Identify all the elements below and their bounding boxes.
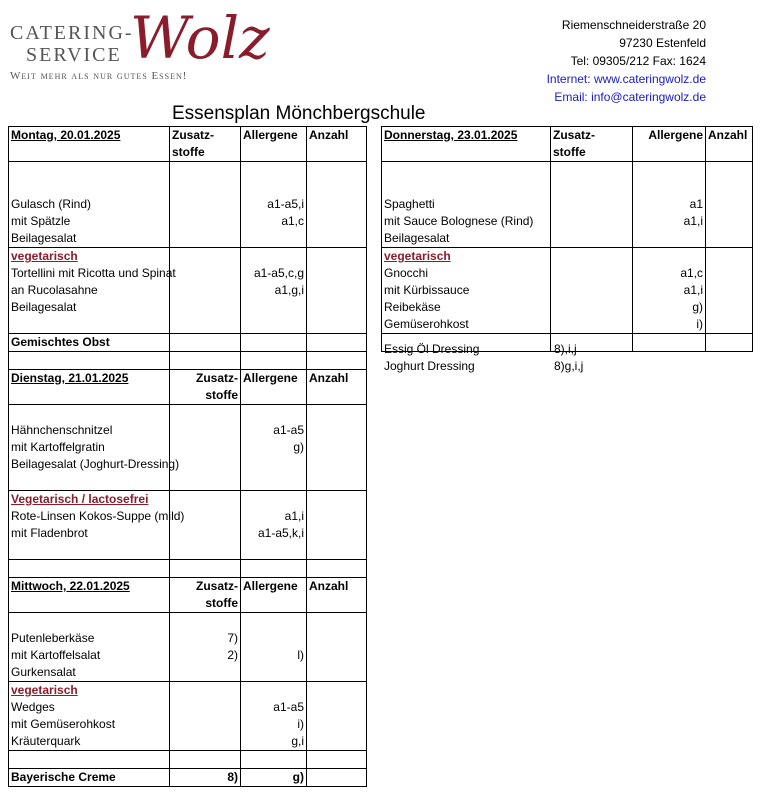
monday-veg-3: Beilagesalat bbox=[9, 299, 170, 316]
wednesday-veg-3: Kräuterquark bbox=[9, 733, 170, 751]
thursday-day-header: Donnerstag, 23.01.2025 bbox=[382, 127, 551, 145]
tuesday-meal-2: mit Kartoffelgratin bbox=[9, 439, 170, 456]
logo-tagline: Weit mehr als nur gutes Essen! bbox=[10, 70, 188, 82]
wednesday-zusatz-2: 2) bbox=[170, 647, 241, 664]
tuesday-allergene-1: a1-a5 bbox=[241, 422, 307, 439]
company-address bbox=[547, 16, 706, 106]
thursday-veg-allergene-3: g) bbox=[633, 299, 706, 316]
dressing-item bbox=[384, 358, 644, 375]
monday-veg-allergene-1: a1-a5,c,g bbox=[241, 265, 307, 282]
tuesday-veg-header: Vegetarisch / lactosefrei bbox=[9, 491, 170, 509]
monday-day-header: Montag, 20.01.2025 bbox=[9, 127, 170, 145]
logo-script: Wolz bbox=[130, 4, 270, 72]
dressing-name: Joghurt Dressing bbox=[384, 359, 475, 373]
thursday-veg-1: Gnocchi bbox=[382, 265, 551, 282]
thursday-veg-header: vegetarisch bbox=[382, 248, 551, 266]
wednesday-extra: Bayerische Creme bbox=[9, 769, 170, 787]
thursday-allergene-2: a1,i bbox=[633, 213, 706, 230]
tuesday-veg-allergene-2: a1-a5,k,i bbox=[241, 525, 307, 542]
wednesday-veg-allergene-2: i) bbox=[241, 716, 307, 733]
col-zusatz-2: stoffe bbox=[170, 595, 241, 613]
wednesday-meal-2: mit Kartoffelsalat bbox=[9, 647, 170, 664]
wednesday-veg-1: Wedges bbox=[9, 699, 170, 716]
thursday-meal-2: mit Sauce Bolognese (Rind) bbox=[382, 213, 551, 230]
wednesday-allergene-2: l) bbox=[241, 647, 307, 664]
tuesday-veg-allergene-1: a1,i bbox=[241, 508, 307, 525]
dressing-code: 8)g,i,j bbox=[554, 359, 584, 373]
thursday-meal-3: Beilagesalat bbox=[382, 230, 551, 248]
col-allergene: Allergene bbox=[241, 370, 307, 388]
monday-meal-1: Gulasch (Rind) bbox=[9, 196, 170, 213]
monday-meal-3: Beilagesalat bbox=[9, 230, 170, 248]
address-city: 97230 Estenfeld bbox=[619, 36, 706, 50]
thursday-meal-1: Spaghetti bbox=[382, 196, 551, 213]
thursday-veg-3: Reibekäse bbox=[382, 299, 551, 316]
wednesday-meal-1: Putenleberkäse bbox=[9, 630, 170, 647]
logo-line-1: CATERING- bbox=[10, 22, 134, 44]
menu-table-left bbox=[8, 126, 367, 787]
tuesday-veg-1: Rote-Linsen Kokos-Suppe (mild) bbox=[9, 508, 170, 525]
col-zusatz-2: stoffe bbox=[170, 387, 241, 405]
email-link[interactable]: info@cateringwolz.de bbox=[591, 90, 706, 104]
monday-extra: Gemischtes Obst bbox=[9, 334, 170, 352]
col-allergene: Allergene bbox=[633, 127, 706, 145]
col-anzahl: Anzahl bbox=[706, 127, 753, 145]
wednesday-veg-2: mit Gemüserohkost bbox=[9, 716, 170, 733]
dressing-code: 8),i,j bbox=[554, 342, 577, 356]
col-zusatz-2: stoffe bbox=[551, 144, 633, 162]
tuesday-day-header: Dienstag, 21.01.2025 bbox=[9, 370, 170, 388]
monday-veg-header: vegetarisch bbox=[9, 248, 170, 266]
monday-meal-2: mit Spätzle bbox=[9, 213, 170, 230]
wednesday-zusatz-1: 7) bbox=[170, 630, 241, 647]
dressing-item bbox=[384, 341, 644, 358]
col-zusatz-2: stoffe bbox=[170, 144, 241, 162]
thursday-veg-allergene-2: a1,i bbox=[633, 282, 706, 299]
monday-veg-1: Tortellini mit Ricotta und Spinat bbox=[9, 265, 170, 282]
thursday-allergene-1: a1 bbox=[633, 196, 706, 213]
thursday-veg-4: Gemüserohkost bbox=[382, 316, 551, 334]
tuesday-allergene-2: g) bbox=[241, 439, 307, 456]
wednesday-extra-allergene: g) bbox=[241, 769, 307, 787]
thursday-veg-allergene-4: i) bbox=[633, 316, 706, 334]
monday-veg-allergene-2: a1,g,i bbox=[241, 282, 307, 299]
address-internet: Internet: www.cateringwolz.de bbox=[546, 72, 706, 86]
col-allergene: Allergene bbox=[241, 127, 307, 145]
monday-allergene-2: a1,c bbox=[241, 213, 307, 230]
wednesday-veg-allergene-1: a1-a5 bbox=[241, 699, 307, 716]
tuesday-meal-3: Beilagesalat (Joghurt-Dressing) bbox=[9, 456, 170, 473]
thursday-veg-allergene-1: a1,c bbox=[633, 265, 706, 282]
wednesday-veg-allergene-3: g,i bbox=[241, 733, 307, 751]
wednesday-day-header: Mittwoch, 22.01.2025 bbox=[9, 578, 170, 596]
wednesday-veg-header: vegetarisch bbox=[9, 682, 170, 700]
menu-table-right bbox=[381, 126, 753, 352]
wednesday-extra-zusatz: 8) bbox=[170, 769, 241, 787]
logo-line-2: SERVICE bbox=[26, 44, 122, 66]
col-zusatz: Zusatz- bbox=[170, 370, 241, 388]
address-street: Riemenschneiderstraße 20 bbox=[561, 18, 706, 32]
col-anzahl: Anzahl bbox=[307, 127, 367, 145]
address-phone: Tel: 09305/212 Fax: 1624 bbox=[570, 54, 706, 68]
wednesday-meal-3: Gurkensalat bbox=[9, 664, 170, 682]
address-email: Email: info@cateringwolz.de bbox=[554, 90, 706, 104]
col-anzahl: Anzahl bbox=[307, 370, 367, 388]
tuesday-meal-1: Hähnchenschnitzel bbox=[9, 422, 170, 439]
dressing-list bbox=[384, 341, 644, 375]
dressing-name: Essig Öl Dressing bbox=[384, 342, 480, 356]
company-logo bbox=[10, 4, 280, 88]
monday-allergene-1: a1-a5,i bbox=[241, 196, 307, 213]
col-zusatz: Zusatz- bbox=[551, 127, 633, 145]
website-link[interactable]: www.cateringwolz.de bbox=[593, 72, 706, 86]
col-anzahl: Anzahl bbox=[307, 578, 367, 596]
col-zusatz: Zusatz- bbox=[170, 127, 241, 145]
col-zusatz: Zusatz- bbox=[170, 578, 241, 596]
page-title: Essensplan Mönchbergschule bbox=[172, 103, 426, 124]
col-allergene: Allergene bbox=[241, 578, 307, 596]
monday-veg-2: an Rucolasahne bbox=[9, 282, 170, 299]
thursday-veg-2: mit Kürbissauce bbox=[382, 282, 551, 299]
tuesday-veg-2: mit Fladenbrot bbox=[9, 525, 170, 542]
